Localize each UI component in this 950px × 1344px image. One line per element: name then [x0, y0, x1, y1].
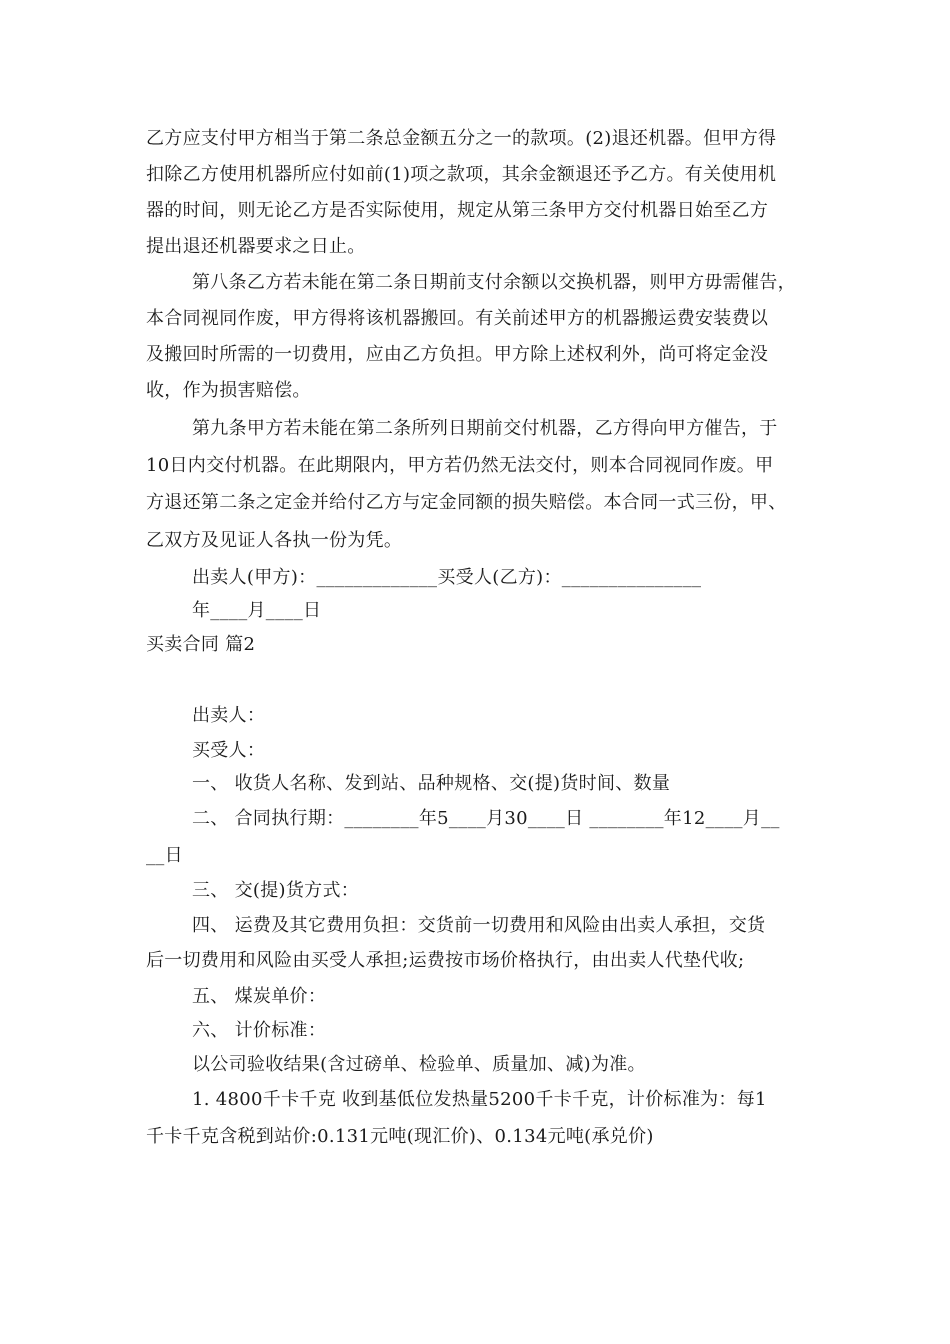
clause-2-cont: __日 — [146, 845, 183, 866]
article-9-line: 第九条甲方若未能在第二条所列日期前交付机器，乙方得向甲方催告，于 — [192, 418, 778, 439]
buyer-label: 买受人： — [192, 740, 266, 761]
paragraph-line: 提出退还机器要求之日止。 — [146, 236, 366, 257]
clause-4: 四、 运费及其它费用负担：交货前一切费用和风险由出卖人承担，交货 — [192, 915, 766, 936]
paragraph-line: 方退还第二条之定金并给付乙方与定金同额的损失赔偿。本合同一式三份，甲、 — [146, 492, 787, 513]
paragraph-line: 器的时间，则无论乙方是否实际使用，规定从第三条甲方交付机器日始至乙方 — [146, 200, 769, 221]
clause-2: 二、 合同执行期：________年5____月30____日 ________年12____月__ — [192, 808, 780, 829]
paragraph-line: 10日内交付机器。在此期限内，甲方若仍然无法交付，则本合同视同作废。甲 — [146, 455, 774, 476]
pricing-basis: 以公司验收结果(含过磅单、检验单、质量加、减)为准。 — [192, 1054, 646, 1075]
clause-6: 六、 计价标准： — [192, 1020, 327, 1041]
clause-1: 一、 收货人名称、发到站、品种规格、交(提)货时间、数量 — [192, 773, 671, 794]
signature-line: 出卖人(甲方)：_____________买受人(乙方)：_______________ — [192, 567, 702, 588]
paragraph-line: 及搬回时所需的一切费用，应由乙方负担。甲方除上述权利外，尚可将定金没 — [146, 344, 769, 365]
clause-5: 五、 煤炭单价： — [192, 986, 327, 1007]
pricing-item-1: 1. 4800千卡千克 收到基低位发热量5200千卡千克，计价标准为：每1 — [192, 1089, 767, 1110]
paragraph-line: 乙双方及见证人各执一份为凭。 — [146, 530, 403, 551]
paragraph-line: 扣除乙方使用机器所应付如前(1)项之款项，其余金额退还予乙方。有关使用机 — [146, 164, 777, 185]
clause-3: 三、 交(提)货方式： — [192, 880, 360, 901]
section-title: 买卖合同 篇2 — [146, 634, 256, 655]
date-line: 年____月____日 — [192, 600, 322, 621]
clause-4-cont: 后一切费用和风险由买受人承担;运费按市场价格执行，由出卖人代垫代收; — [146, 950, 745, 971]
article-8-line: 第八条乙方若未能在第二条日期前支付余额以交换机器，则甲方毋需催告， — [192, 272, 796, 293]
seller-label: 出卖人： — [192, 705, 266, 726]
paragraph-line: 本合同视同作废，甲方得将该机器搬回。有关前述甲方的机器搬运费安装费以 — [146, 308, 769, 329]
paragraph-line: 乙方应支付甲方相当于第二条总金额五分之一的款项。(2)退还机器。但甲方得 — [146, 128, 777, 149]
pricing-item-1-cont: 千卡千克含税到站价:0.131元吨(现汇价)、0.134元吨(承兑价) — [146, 1126, 654, 1147]
paragraph-line: 收，作为损害赔偿。 — [146, 380, 311, 401]
